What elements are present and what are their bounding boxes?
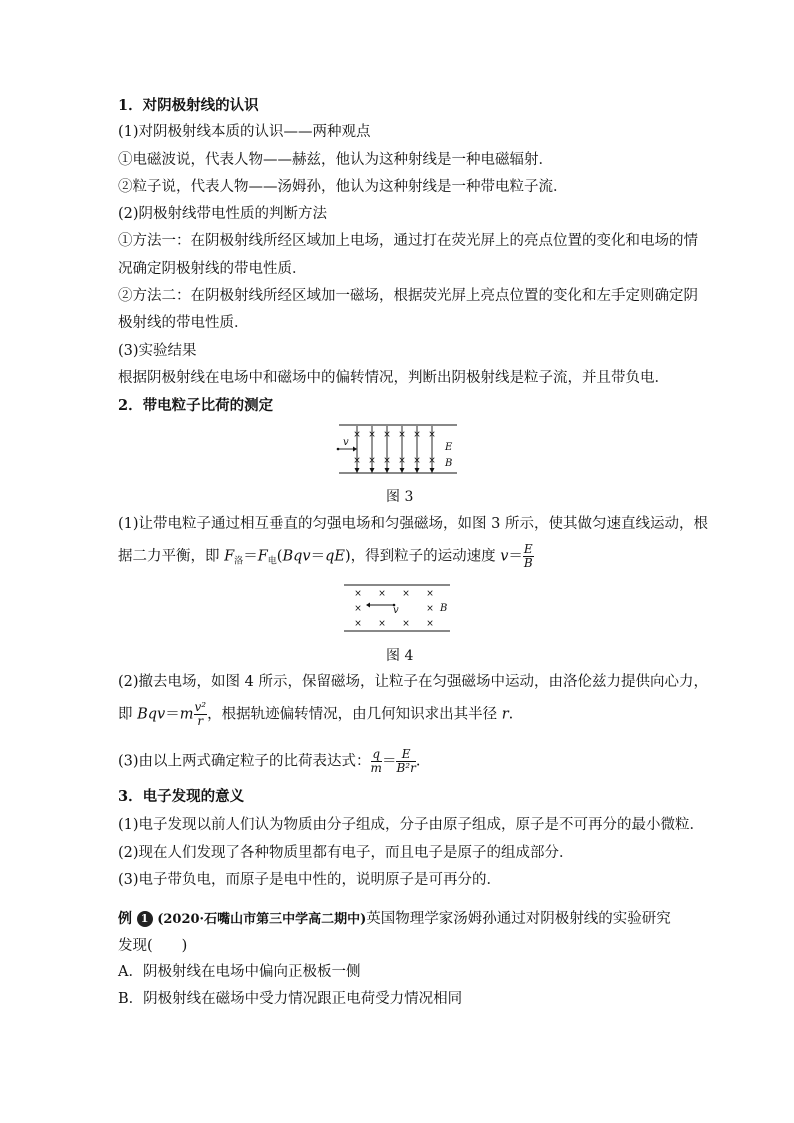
paragraph: (2)现在人们发现了各种物质里都有电子，而且电子是原子的组成部分． [118, 845, 574, 861]
choice-a: A．阴极射线在电场中偏向正极板一侧 [118, 964, 361, 980]
section-1-title: 1．对阴极射线的认识 [118, 97, 259, 114]
paragraph: ②粒子说，代表人物——汤姆孙，他认为这种射线是一种带电粒子流． [118, 179, 568, 195]
paragraph: ①电磁波说，代表人物——赫兹，他认为这种射线是一种电磁辐射． [118, 152, 553, 168]
example-text-continued: 发现( ) [118, 938, 188, 954]
figure-4 [340, 582, 460, 634]
field-label-b: B [445, 458, 453, 469]
svg-text:×: × [426, 619, 434, 629]
fraction-e-over-b2r: $\frac{E}{\text{B²r}}$ [396, 747, 416, 775]
svg-text:×: × [398, 456, 406, 466]
paragraph: (2)阴极射线带电性质的判断方法 [118, 206, 328, 222]
svg-text:×: × [353, 456, 361, 466]
svg-text:×: × [413, 456, 421, 466]
field-arrowheads [355, 468, 435, 473]
svg-text:×: × [368, 456, 376, 466]
fraction-q-over-m: $\frac{q}{m}$ [370, 747, 382, 775]
svg-text:×: × [426, 589, 434, 599]
example-number-badge: 1 [137, 911, 153, 927]
paragraph: ②方法二：在阴极射线所经区域加一磁场，根据荧光屏上亮点位置的变化和左手定则确定阴 [118, 288, 698, 304]
svg-text:×: × [398, 430, 406, 440]
svg-text:×: × [353, 430, 361, 440]
svg-text:×: × [354, 604, 362, 614]
fraction-v2-over-r: $\frac{\text{v²}}{r}$ [194, 700, 207, 728]
paragraph: 根据阴极射线在电场中和磁场中的偏转情况，判断出阴极射线是粒子流，并且带负电． [118, 370, 669, 386]
paragraph-with-formula: 据二力平衡，即 $F_洛=F_电(Bqv=qE)$，得到粒子的运动速度 v＝ $\frac{E}{B}$ [118, 542, 533, 570]
paragraph: (2)撤去电场，如图 4 所示，保留磁场，让粒子在匀强磁场中运动，由洛伦兹力提供向心力， [118, 674, 708, 690]
figure-3-caption: 图 3 [386, 489, 414, 505]
paragraph: (1)电子发现以前人们认为物质由分子组成，分子由原子组成，原子是不可再分的最小微粒． [118, 817, 705, 833]
svg-text:×: × [402, 619, 410, 629]
svg-text:×: × [378, 619, 386, 629]
figure-4-caption: 图 4 [386, 648, 414, 664]
choice-b: B．阴极射线在磁场中受力情况跟正电荷受力情况相同 [118, 991, 463, 1007]
example-source: (2020·石嘴山市第三中学高二期中) [157, 912, 367, 927]
svg-text:×: × [383, 456, 391, 466]
svg-text:×: × [354, 619, 362, 629]
example-heading [118, 909, 671, 930]
svg-text:×: × [428, 456, 436, 466]
svg-text:×: × [426, 604, 434, 614]
paragraph-with-formula: (3)由以上两式确定粒子的比荷表达式： $\frac{q}{m}$ ＝ $\frac{E}{\text{B²r}}$ . [118, 747, 421, 775]
svg-text:×: × [378, 589, 386, 599]
svg-text:×: × [383, 430, 391, 440]
field-label-b: B [440, 603, 448, 614]
example-label: 例 [118, 911, 132, 927]
velocity-arrow [366, 603, 395, 608]
paragraph: (1)让带电粒子通过相互垂直的匀强电场和匀强磁场，如图 3 所示，使其做匀速直线运动，根 [118, 516, 708, 532]
velocity-label: v [393, 605, 399, 616]
svg-text:×: × [413, 430, 421, 440]
svg-text:×: × [368, 430, 376, 440]
paragraph: 极射线的带电性质． [118, 315, 249, 331]
paragraph: 况确定阴极射线的带电性质． [118, 261, 307, 277]
field-label-e: E [445, 442, 453, 453]
svg-text:×: × [354, 589, 362, 599]
figure-3 [335, 422, 465, 478]
svg-text:×: × [402, 589, 410, 599]
paragraph: ①方法一：在阴极射线所经区域加上电场，通过打在荧光屏上的亮点位置的变化和电场的情 [118, 233, 698, 249]
section-3-title: 3．电子发现的意义 [118, 788, 245, 805]
velocity-label: v [343, 437, 349, 448]
example-text: 英国物理学家汤姆孙通过对阴极射线的实验研究 [366, 911, 671, 927]
fraction-e-over-b: $\frac{E}{B}$ [523, 542, 533, 570]
paragraph-with-formula: 即 Bqv＝m $\frac{\text{v²}}{r}$ ，根据轨迹偏转情况，由几何知识求出其半径 r. [118, 700, 514, 728]
section-2-title: 2．带电粒子比荷的测定 [118, 397, 274, 414]
magnetic-field-crosses [353, 430, 436, 466]
svg-text:×: × [428, 430, 436, 440]
paragraph: (3)实验结果 [118, 343, 197, 359]
paragraph: (3)电子带负电，而原子是电中性的，说明原子是可再分的． [118, 872, 502, 888]
paragraph: (1)对阴极射线本质的认识——两种观点 [118, 124, 371, 140]
